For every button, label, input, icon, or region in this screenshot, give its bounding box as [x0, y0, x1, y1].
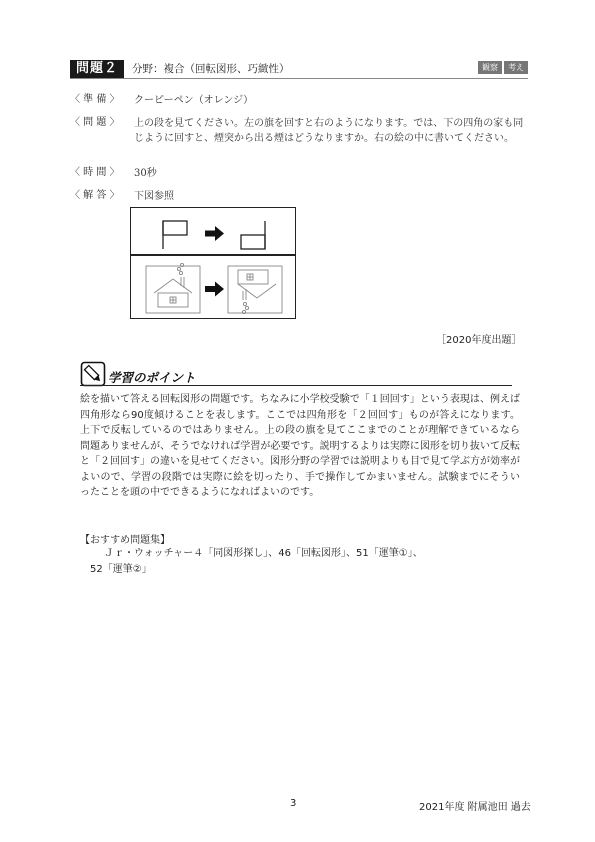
tag-observation: 観察 [478, 61, 502, 74]
pencil-icon [80, 361, 106, 387]
page-number: 3 [290, 798, 297, 809]
figure-year: ［2020年度出題］ [436, 335, 522, 346]
learning-point-rule [80, 385, 512, 386]
header-rule [70, 78, 528, 79]
flag-original [163, 221, 187, 249]
answer-label: 〈 解 答 〉 [70, 190, 120, 201]
question-text: 上の段を見てください。左の旗を回すと右のようになります。では、下の四角の家も同じように回すと、煙突から出る煙はどうなりますか。右の絵の中に書いてください。 [134, 118, 524, 144]
learning-point-title: 学習のポイント [108, 370, 196, 385]
time-text: 30秒 [134, 168, 157, 179]
house-rotated [228, 266, 282, 314]
prep-label: 〈 準 備 〉 [70, 94, 120, 105]
answer-text: 下図参照 [134, 191, 174, 202]
recommend-title: 【おすすめ問題集】 [80, 535, 171, 546]
problem-field: 分野：複合（回転図形、巧緻性） [132, 63, 290, 75]
time-label: 〈 時 間 〉 [70, 167, 120, 178]
tag-thinking: 考え [504, 61, 528, 74]
house-original [146, 263, 200, 313]
arrow-icon-bottom [205, 282, 224, 297]
recommend-line-2: 52「運筆②」 [90, 564, 152, 575]
flag-rotated [241, 221, 265, 249]
question-label: 〈 問 題 〉 [70, 117, 120, 128]
category-tags [478, 61, 528, 74]
prep-text: クーピーペン（オレンジ） [134, 95, 254, 106]
answer-figure [130, 207, 296, 319]
problem-number-badge: 問題２ [70, 60, 124, 78]
footer-title: 2021年度 附属池田 過去 [419, 802, 531, 813]
learning-point-body: 絵を描いて答える回転図形の問題です。ちなみに小学校受験で「１回回す」という表現は、例えば四角形なら90度傾けることを表します。ここでは四角形を「２回回す」ものが答えになります。上下で反転しているのではありません。上の段の旗を見てここまでのことが理解できているなら問題ありませんが、そうでなければ学習が必要です。説明するよりは実際に図形を切り抜いて反転と「２回回す」の違いを見せてください。図形分野の学習では説明よりも目で見て学ぶ方が効率がよいので、学習の段階では実際に絵を切ったり、手で操作してかまいません。試験までにそういったことを頭の中でできるようになればよいのです。 [80, 394, 520, 498]
recommend-line-1: Ｊｒ・ウォッチャー４「同図形探し」、46「回転図形」、51「運筆①」、 [104, 548, 423, 559]
arrow-icon-top [205, 226, 224, 241]
